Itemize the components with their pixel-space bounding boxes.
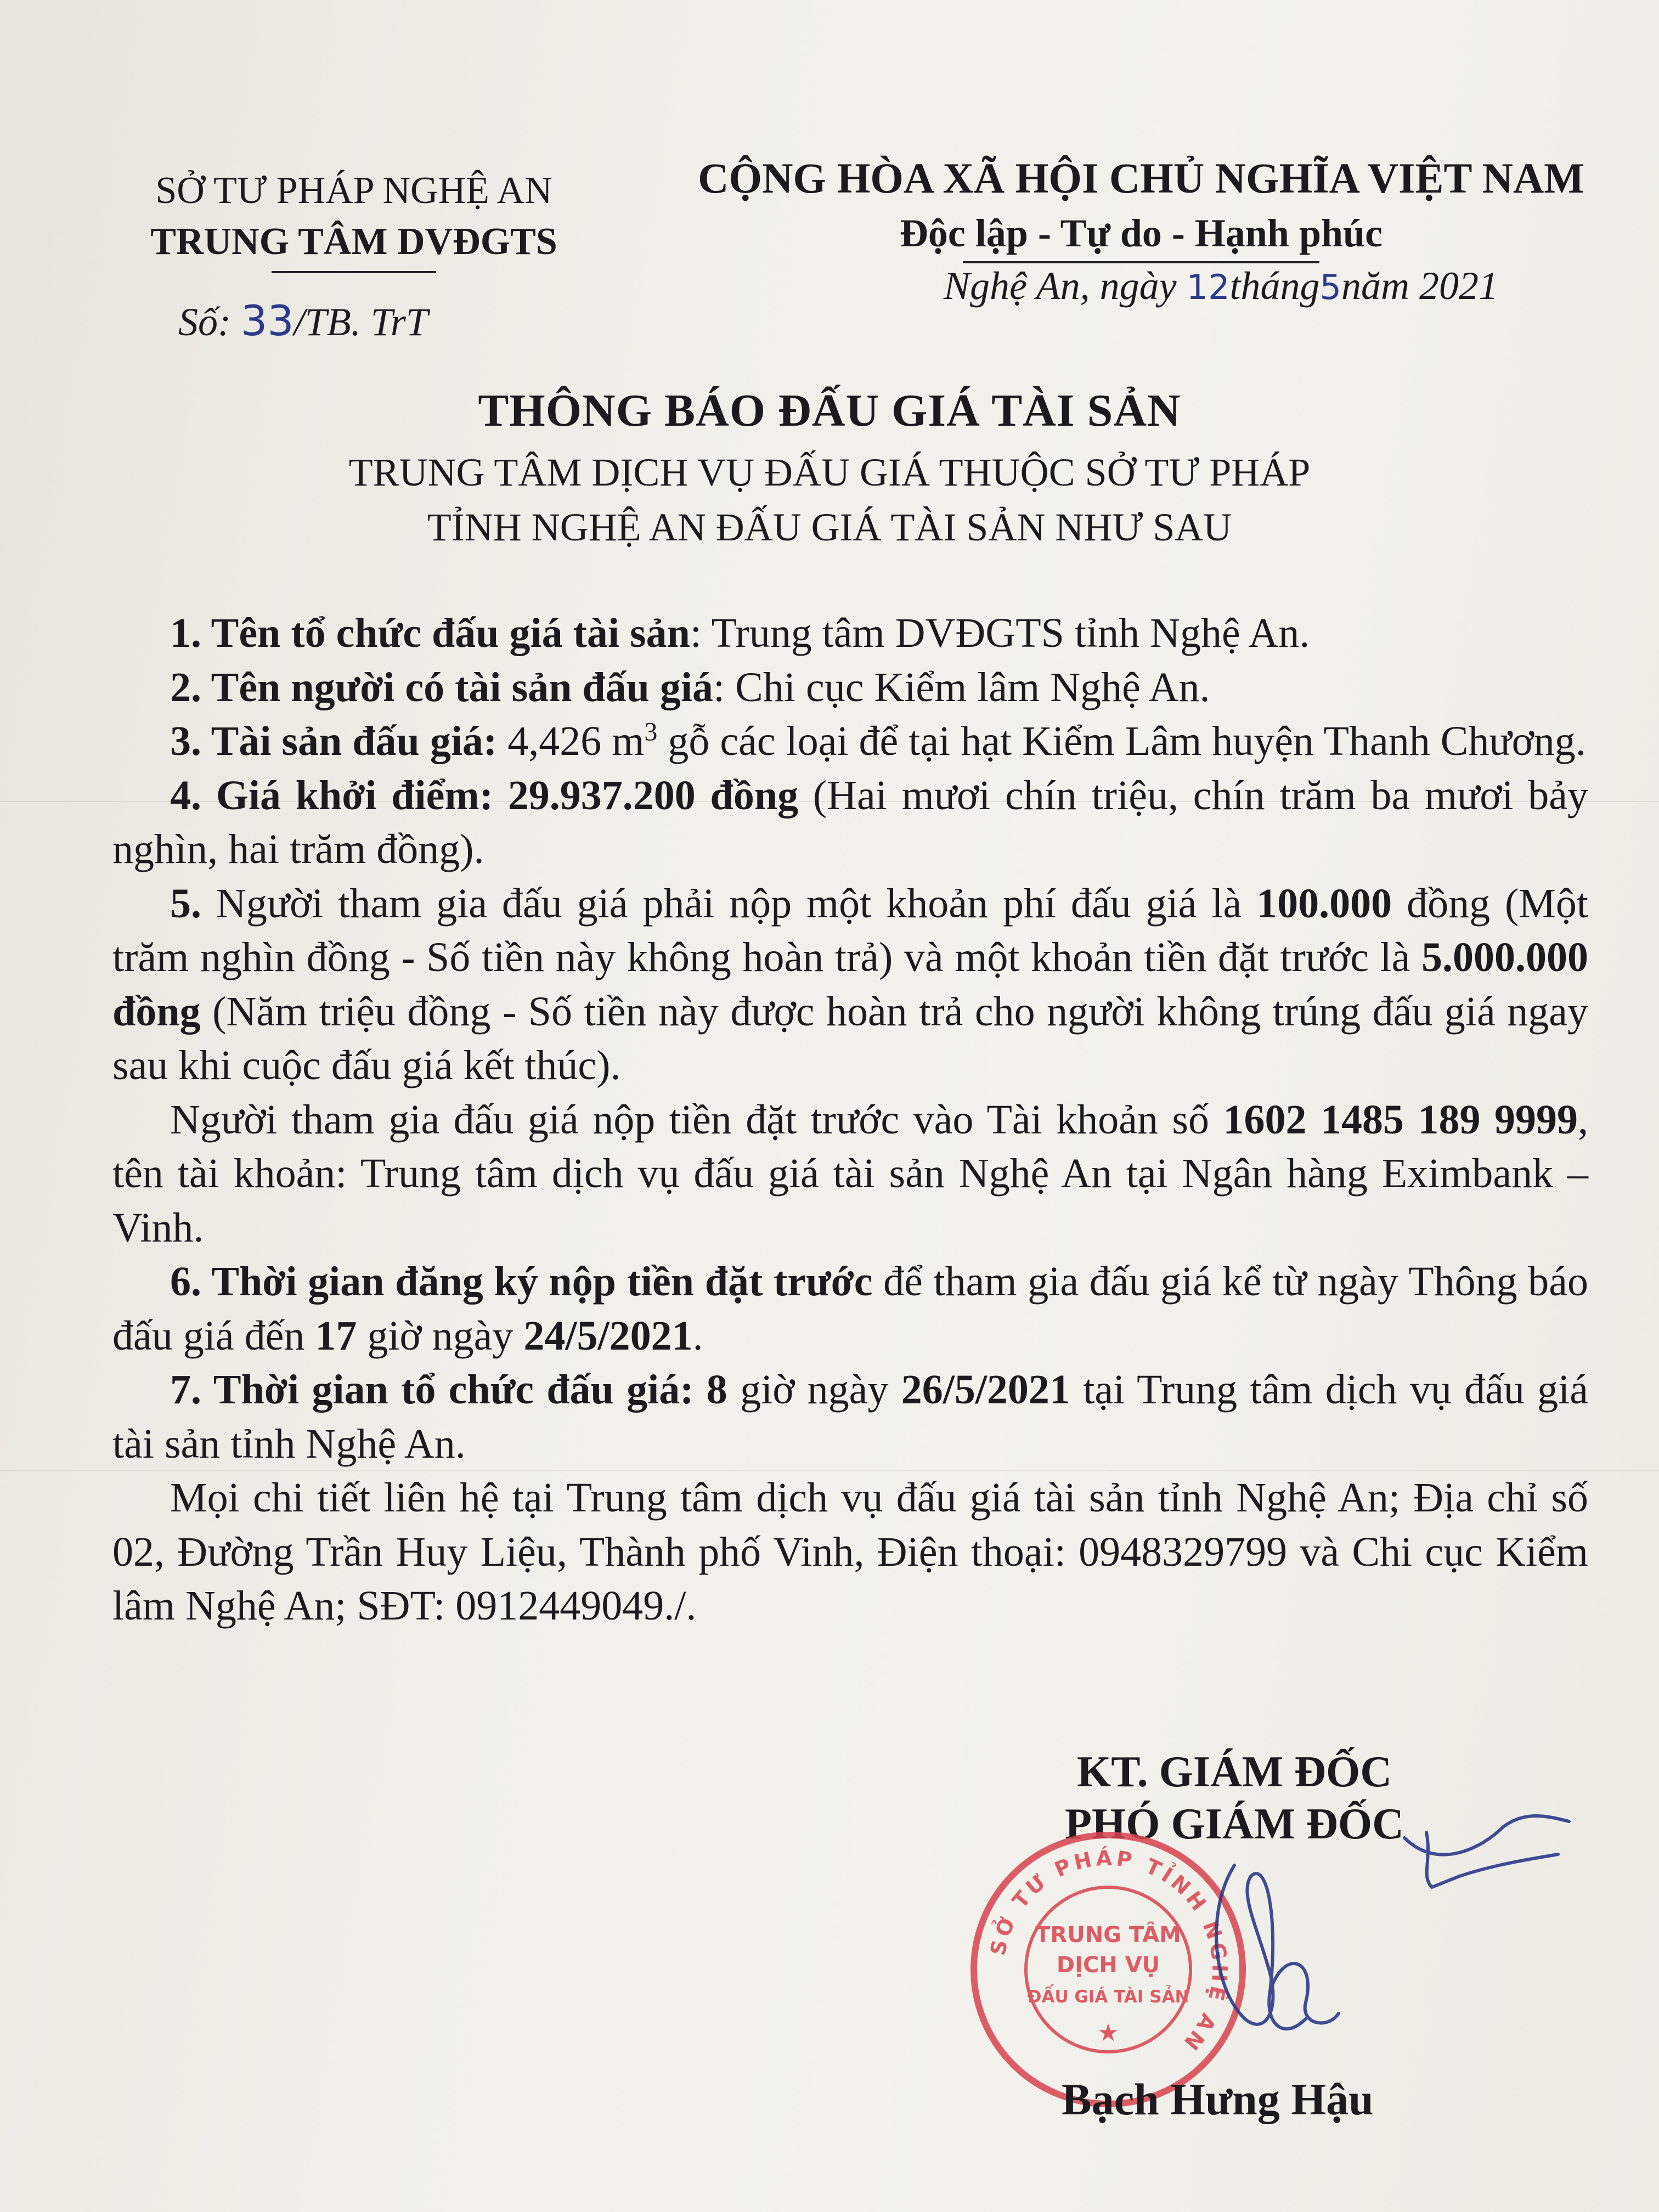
cubic-superscript: 3 — [644, 717, 658, 747]
item-2 — [112, 661, 1588, 715]
item-7-text: giờ ngày — [727, 1367, 901, 1413]
item-5-text-c: (Năm triệu đồng - Số tiền này được hoàn trả cho người không trúng đấu giá ngay sau khi cuộc đấu giá kết thúc). — [112, 988, 1588, 1088]
seal-center-line1: TRUNG TÂM — [1035, 1922, 1181, 1948]
agency-line2: TRUNG TÂM DVĐGTS — [150, 221, 557, 263]
date-month-word: tháng — [1229, 264, 1320, 308]
item-6-label: 6. Thời gian đăng ký nộp tiền đặt trước — [170, 1259, 873, 1305]
item-7 — [112, 1363, 1588, 1471]
item-2-text: : Chi cục Kiểm lâm Nghệ An. — [713, 664, 1210, 710]
item-3-text-b: gỗ các loại để tại hạt Kiểm Lâm huyện Thanh Chương. — [657, 718, 1586, 764]
item-3-text: 4,426 m — [497, 718, 645, 764]
agency-line1: SỞ TƯ PHÁP NGHỆ AN — [155, 170, 552, 212]
item-3-label: 3. Tài sản đấu giá: — [170, 718, 498, 764]
deposit-amount: 5.000.000 đồng — [112, 934, 1588, 1035]
seal-arc-text: SỞ TƯ PHÁP TỈNH NGHỆ AN — [985, 1846, 1232, 2057]
seal-center-line2: DỊCH VỤ — [1056, 1953, 1160, 1978]
item-5-text: Người tham gia đấu giá phải nộp một khoản phí đấu giá là — [201, 880, 1257, 927]
item-6 — [112, 1255, 1588, 1363]
deadline-date: 24/5/2021 — [523, 1312, 693, 1359]
notice-body — [112, 606, 1588, 1633]
star-icon: ★ — [1097, 2019, 1119, 2047]
day-handwritten: 12 — [1186, 267, 1230, 307]
date-place: Nghệ An, ngày — [944, 264, 1187, 308]
number-prefix: Số: — [178, 300, 241, 344]
deadline-hour: 17 — [315, 1312, 357, 1359]
issuing-agency — [140, 165, 568, 273]
signer-name: Bạch Hưng Hậu — [1062, 2074, 1374, 2124]
seal-center-line3: ĐẤU GIÁ TÀI SẢN — [1027, 1987, 1189, 2007]
nation-name: CỘNG HÒA XÃ HỘI CHỦ NGHĨA VIỆT NAM — [698, 154, 1584, 202]
subtitle-line2: TỈNH NGHỆ AN ĐẤU GIÁ TÀI SẢN NHƯ SAU — [427, 505, 1232, 549]
national-header — [675, 148, 1607, 263]
item-6-end: . — [692, 1312, 703, 1359]
document-title: THÔNG BÁO ĐẤU GIÁ TÀI SẢN — [478, 385, 1181, 436]
item-7-text-b: tại Trung tâm dịch vụ đấu giá tài sản tỉnh Nghệ An. — [112, 1367, 1588, 1467]
item-1 — [112, 606, 1588, 661]
issue-date — [944, 263, 1498, 309]
item-5-number: 5. — [170, 880, 201, 927]
item-5 — [112, 877, 1588, 1093]
number-suffix: /TB. TrT — [294, 300, 428, 344]
item-4-text: (Hai mươi chín triệu, chín trăm ba mươi bảy nghìn, hai trăm đồng). — [112, 772, 1589, 872]
item-4-label: 4. Giá khởi điểm: 29.937.200 đồng — [170, 772, 799, 819]
month-handwritten: 5 — [1319, 267, 1341, 307]
item-7-label: 7. Thời gian tổ chức đấu giá: 8 — [170, 1367, 727, 1413]
contact-paragraph: Mọi chi tiết liên hệ tại Trung tâm dịch vụ đấu giá tài sản tỉnh Nghệ An; Địa chỉ số 02, Đường Trần Huy Liệu, Thành phố Vinh, Điện thoại: 0948329799 và Chi cục Kiểm lâm Nghệ An; SĐT: 0912449049./. — [112, 1475, 1588, 1629]
item-1-label: 1. Tên tổ chức đấu giá tài sản — [170, 610, 690, 656]
handwritten-signature — [1174, 1783, 1602, 2090]
signature-title-line2: PHÓ GIÁM ĐỐC — [1065, 1800, 1404, 1848]
account-text-b: , tên tài khoản: Trung tâm dịch vụ đấu giá tài sản Nghệ An tại Ngân hàng Eximbank –Vinh. — [112, 1096, 1589, 1251]
item-3 — [112, 714, 1588, 769]
document-number — [178, 296, 428, 345]
date-year: năm 2021 — [1341, 264, 1498, 308]
account-text: Người tham gia đấu giá nộp tiền đặt trước vào Tài khoản số — [170, 1096, 1223, 1143]
item-1-text: : Trung tâm DVĐGTS tỉnh Nghệ An. — [690, 610, 1310, 656]
national-motto: Độc lập - Tự do - Hạnh phúc — [899, 211, 1383, 255]
account-number: 1602 1485 189 9999 — [1223, 1096, 1578, 1143]
signature-title-line1: KT. GIÁM ĐỐC — [1076, 1748, 1392, 1796]
subtitle-line1: TRUNG TÂM DỊCH VỤ ĐẤU GIÁ THUỘC SỞ TƯ PHÁP — [348, 450, 1311, 494]
item-6-text: để tham gia đấu giá kể từ ngày Thông báo đấu giá đến — [112, 1259, 1588, 1359]
auction-date: 26/5/2021 — [901, 1367, 1070, 1413]
item-4 — [112, 769, 1588, 877]
agency-underline — [272, 271, 436, 273]
auction-fee: 100.000 — [1256, 880, 1392, 927]
number-handwritten: 33 — [240, 296, 294, 345]
item-2-label: 2. Tên người có tài sản đấu giá — [170, 664, 714, 710]
account-paragraph — [112, 1093, 1588, 1255]
item-5-text-b: đồng (Một trăm nghìn đồng - Số tiền này không hoàn trả) và một khoản tiền đặt trước là — [112, 880, 1588, 980]
item-6-text-b: giờ ngày — [357, 1312, 524, 1359]
